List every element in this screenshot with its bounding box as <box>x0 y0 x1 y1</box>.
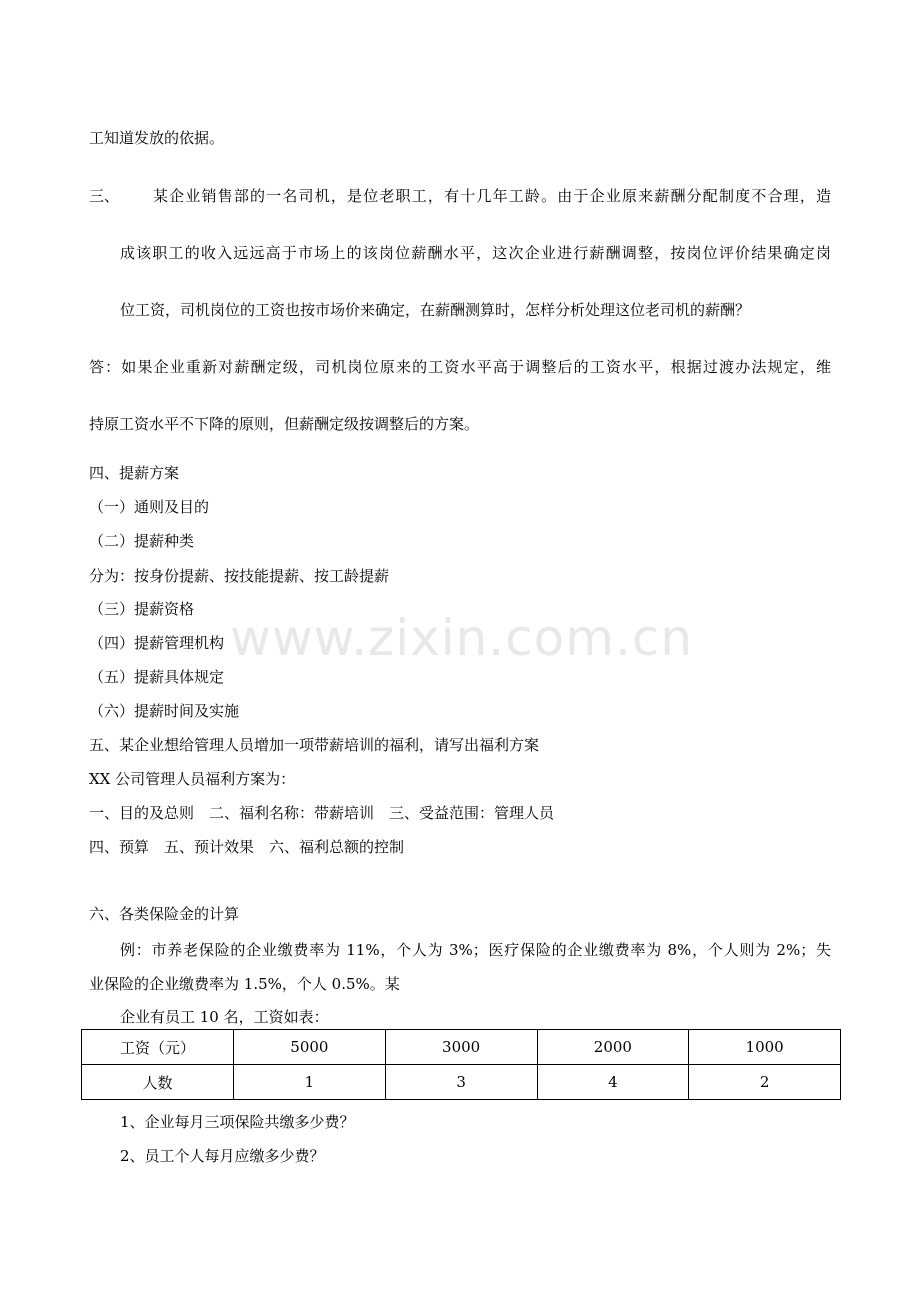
table-cell: 3 <box>385 1065 537 1100</box>
salary-table <box>81 1029 841 1100</box>
text-line: 例：市养老保险的企业缴费率为 11%，个人为 3%；医疗保险的企业缴费率为 8%，个人则为 2%；失 <box>120 941 831 959</box>
list-item: （四）提薪管理机构 <box>89 634 225 652</box>
table-cell: 3000 <box>385 1030 537 1065</box>
table-row <box>82 1065 841 1100</box>
text-line: 分为：按身份提薪、按技能提薪、按工龄提薪 <box>89 567 390 585</box>
question-text: 成该职工的收入远远高于市场上的该岗位薪酬水平，这次企业进行薪酬调整，按岗位评价结果确定岗 <box>120 244 831 262</box>
table-cell: 2000 <box>537 1030 689 1065</box>
section-heading: 六、各类保险金的计算 <box>89 905 240 923</box>
watermark: www.zixin.com.cn <box>230 609 694 667</box>
section-heading: 五、某企业想给管理人员增加一项带薪培训的福利，请写出福利方案 <box>89 736 540 754</box>
text-line: XX 公司管理人员福利方案为： <box>89 770 296 788</box>
table-cell: 工资（元） <box>82 1030 234 1065</box>
table-row <box>82 1030 841 1065</box>
table-cell: 2 <box>689 1065 841 1100</box>
answer-text: 持原工资水平不下降的原则，但薪酬定级按调整后的方案。 <box>89 415 480 433</box>
text-line: 四、预算 五、预计效果 六、福利总额的控制 <box>89 838 405 856</box>
answer-text: 答：如果企业重新对薪酬定级，司机岗位原来的工资水平高于调整后的工资水平，根据过渡办法规定，维 <box>89 358 831 376</box>
text-line: 工知道发放的依据。 <box>89 129 225 147</box>
list-item: （二）提薪种类 <box>89 532 195 550</box>
list-item: （六）提薪时间及实施 <box>89 702 240 720</box>
text-line: 一、目的及总则 二、福利名称：带薪培训 三、受益范围：管理人员 <box>89 804 555 822</box>
table-cell: 5000 <box>234 1030 386 1065</box>
question-number: 三、 <box>89 187 120 205</box>
question-text: 1、企业每月三项保险共缴多少费？ <box>120 1113 355 1131</box>
question-text: 2、员工个人每月应缴多少费？ <box>120 1147 325 1165</box>
question-text: 某企业销售部的一名司机，是位老职工，有十几年工龄。由于企业原来薪酬分配制度不合理，造 <box>153 187 831 205</box>
list-item: （五）提薪具体规定 <box>89 668 225 686</box>
table-cell: 1 <box>234 1065 386 1100</box>
text-line: 企业有员工 10 名，工资如表： <box>120 1008 329 1026</box>
table-cell: 人数 <box>82 1065 234 1100</box>
list-item: （一）通则及目的 <box>89 498 210 516</box>
table-cell: 1000 <box>689 1030 841 1065</box>
question-text: 位工资，司机岗位的工资也按市场价来确定，在薪酬测算时，怎样分析处理这位老司机的薪酬？ <box>120 301 751 319</box>
text-line: 业保险的企业缴费率为 1.5%，个人 0.5%。某 <box>89 975 400 993</box>
list-item: （三）提薪资格 <box>89 600 195 618</box>
section-heading: 四、提薪方案 <box>89 464 180 482</box>
table-cell: 4 <box>537 1065 689 1100</box>
